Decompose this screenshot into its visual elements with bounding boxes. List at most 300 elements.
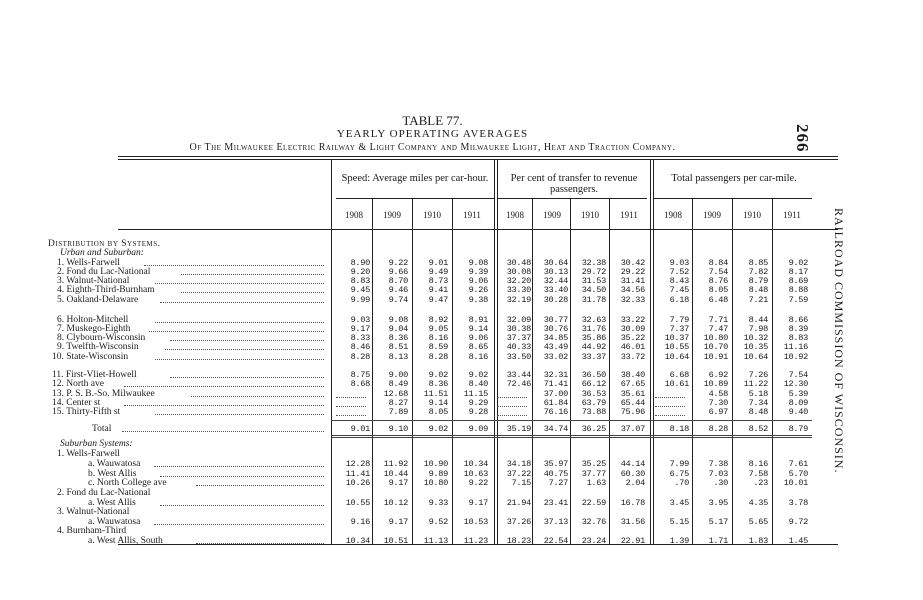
table-cell: 44.14 <box>620 459 645 469</box>
table-cell: 36.50 <box>581 370 606 380</box>
table-cell: 9.74 <box>388 295 408 305</box>
table-cell: 9.41 <box>428 285 448 295</box>
year-header: 1910 <box>423 210 441 220</box>
table-cell: 8.75 <box>350 370 370 380</box>
table-cell: 9.89 <box>428 469 448 479</box>
table-row-label: 2. Fond du Lac-National <box>57 267 151 277</box>
table-cell: 11.51 <box>423 389 448 399</box>
table-cell: 33.30 <box>506 285 531 295</box>
table-cell: 8.88 <box>788 285 808 295</box>
table-row-label: 1. Wells-Farwell <box>57 449 120 459</box>
table-cell: 8.84 <box>708 258 728 268</box>
table-cell: 9.39 <box>468 267 488 277</box>
group-header-transfer: Per cent of transfer to revenue passengers. <box>510 173 638 195</box>
table-cell: 8.79 <box>788 424 808 434</box>
leader-dots <box>160 302 324 303</box>
table-cell: 38.40 <box>620 370 645 380</box>
table-cell: 32.09 <box>506 315 531 325</box>
table-cell: 10.55 <box>664 342 689 352</box>
table-cell: 3.45 <box>669 498 689 508</box>
table-cell: 12.28 <box>345 459 370 469</box>
leader-dots <box>160 505 324 506</box>
table-cell: 8.27 <box>388 398 408 408</box>
table-cell: 22.54 <box>543 536 568 546</box>
table-row-label: 9. Twelfth-Wisconsin <box>57 342 139 352</box>
table-cell: 8.16 <box>468 352 488 362</box>
table-cell: 10.90 <box>423 459 448 469</box>
table-row-label: a. Wauwatosa <box>88 459 141 469</box>
col-rule <box>532 198 533 545</box>
table-cell: 7.59 <box>788 295 808 305</box>
table-cell: 33.22 <box>620 315 645 325</box>
col-rule <box>570 198 571 545</box>
table-cell <box>497 390 527 398</box>
table-cell: 8.16 <box>428 333 448 343</box>
table-cell: 73.88 <box>581 407 606 417</box>
table-cell: 21.94 <box>506 498 531 508</box>
table-cell: 7.37 <box>669 324 689 334</box>
table-cell: 34.85 <box>543 333 568 343</box>
table-cell: 9.00 <box>388 370 408 380</box>
table-cell: 11.15 <box>463 389 488 399</box>
table-cell: 8.79 <box>748 276 768 286</box>
table-cell: 9.20 <box>350 267 370 277</box>
table-cell: 7.27 <box>548 478 568 488</box>
table-cell: 5.70 <box>788 469 808 479</box>
table-cell: 9.01 <box>350 424 370 434</box>
side-running-head: RAILROAD COMMISSION OF WISCONSIN. <box>832 208 846 474</box>
table-cell: 9.46 <box>388 285 408 295</box>
table-cell: 35.22 <box>620 333 645 343</box>
table-cell <box>497 408 527 416</box>
table-cell: 7.30 <box>708 398 728 408</box>
table-cell: 31.41 <box>620 276 645 286</box>
table-cell: 30.28 <box>543 295 568 305</box>
table-cell: 9.52 <box>428 517 448 527</box>
table-row-label: a. West Allis, South <box>88 536 163 546</box>
table-cell: 7.15 <box>511 478 531 488</box>
page-number: 266 <box>793 124 812 153</box>
leader-dots <box>149 331 324 332</box>
year-header: 1908 <box>506 210 524 220</box>
table-cell: 9.22 <box>468 478 488 488</box>
table-cell: 9.04 <box>388 324 408 334</box>
table-cell: 33.72 <box>620 352 645 362</box>
table-cell: 8.40 <box>468 379 488 389</box>
col-rule <box>732 198 733 545</box>
table-row-label: 3. Walnut-National <box>57 276 130 286</box>
col-rule <box>692 198 693 545</box>
leader-dots <box>144 265 324 266</box>
table-cell: 7.89 <box>388 407 408 417</box>
table-cell: 35.86 <box>581 333 606 343</box>
table-cell: 3.78 <box>788 498 808 508</box>
table-cell: 33.50 <box>506 352 531 362</box>
table-cell: 33.37 <box>581 352 606 362</box>
table-cell: 40.33 <box>506 342 531 352</box>
table-cell: 5.65 <box>748 517 768 527</box>
leader-dots <box>170 377 324 378</box>
table-cell: 9.02 <box>468 370 488 380</box>
table-cell: 10.37 <box>664 333 689 343</box>
table-cell: 31.56 <box>620 517 645 527</box>
table-cell: 11.23 <box>463 536 488 546</box>
table-cell: 9.14 <box>468 324 488 334</box>
leader-dots <box>155 322 324 323</box>
table-number: TABLE 77. <box>402 113 463 128</box>
table-cell: 9.03 <box>669 258 689 268</box>
table-cell: 8.66 <box>788 315 808 325</box>
table-cell: 10.91 <box>703 352 728 362</box>
table-subtitle: Of The Milwaukee Electric Railway & Light Company and Milwaukee Light, Heat and Traction Company. <box>189 142 676 153</box>
leader-dots <box>124 386 324 387</box>
table-cell: 8.59 <box>428 342 448 352</box>
table-cell: 66.12 <box>581 379 606 389</box>
leader-dots <box>124 405 324 406</box>
table-cell: 30.76 <box>543 324 568 334</box>
table-cell: 9.02 <box>428 424 448 434</box>
table-cell: 8.39 <box>788 324 808 334</box>
table-cell: 35.19 <box>506 424 531 434</box>
table-cell: 8.28 <box>708 424 728 434</box>
year-header: 1908 <box>345 210 363 220</box>
table-cell: 9.99 <box>350 295 370 305</box>
table-cell: 9.38 <box>468 295 488 305</box>
table-cell: 29.72 <box>581 267 606 277</box>
table-cell: 9.47 <box>428 295 448 305</box>
table-cell: 65.44 <box>620 398 645 408</box>
table-cell: 46.01 <box>620 342 645 352</box>
table-cell: 8.17 <box>788 267 808 277</box>
table-cell: 9.10 <box>388 424 408 434</box>
table-cell: 7.99 <box>669 459 689 469</box>
table-cell: 44.92 <box>581 342 606 352</box>
table-cell: 9.03 <box>350 315 370 325</box>
table-cell: 8.90 <box>350 258 370 268</box>
year-header: 1909 <box>543 210 561 220</box>
leader-dots <box>181 292 324 293</box>
table-cell: 8.43 <box>669 276 689 286</box>
table-cell: 8.83 <box>350 276 370 286</box>
table-cell: 9.45 <box>350 285 370 295</box>
year-header: 1909 <box>383 210 401 220</box>
col-rule <box>772 198 773 545</box>
table-cell: 61.84 <box>543 398 568 408</box>
table-cell: 11.13 <box>423 536 448 546</box>
table-cell: 11.16 <box>783 342 808 352</box>
table-title: YEARLY OPERATING AVERAGES <box>336 128 529 140</box>
subsection-urban: Urban and Suburban: <box>60 248 144 258</box>
table-cell: 9.29 <box>468 398 488 408</box>
table-cell: 34.18 <box>506 459 531 469</box>
table-cell: 29.22 <box>620 267 645 277</box>
table-cell: 8.46 <box>350 342 370 352</box>
table-cell: 10.26 <box>345 478 370 488</box>
table-cell: 8.33 <box>350 333 370 343</box>
table-cell: 10.53 <box>463 517 488 527</box>
table-cell: 4.35 <box>748 498 768 508</box>
table-cell: .23 <box>753 478 768 488</box>
leader-dots <box>154 466 324 467</box>
table-cell: 43.49 <box>543 342 568 352</box>
leader-dots <box>160 476 324 477</box>
table-cell: 32.20 <box>506 276 531 286</box>
table-cell: 33.02 <box>543 352 568 362</box>
table-cell: 10.89 <box>703 379 728 389</box>
year-header: 1908 <box>664 210 682 220</box>
table-cell: 9.06 <box>468 333 488 343</box>
table-cell: 37.13 <box>543 517 568 527</box>
table-cell: 9.33 <box>428 498 448 508</box>
table-cell: 32.76 <box>581 517 606 527</box>
table-cell: 11.22 <box>743 379 768 389</box>
col-rule <box>609 198 610 545</box>
table-cell: 34.74 <box>543 424 568 434</box>
table-cell: 30.08 <box>506 267 531 277</box>
table-cell: 10.32 <box>743 333 768 343</box>
group-divider <box>650 160 651 545</box>
table-cell: 8.13 <box>388 352 408 362</box>
table-cell: 8.36 <box>428 379 448 389</box>
table-cell: 1.63 <box>586 478 606 488</box>
table-cell: 7.03 <box>708 469 728 479</box>
table-cell: 8.51 <box>388 342 408 352</box>
table-cell: 8.69 <box>788 276 808 286</box>
year-header: 1911 <box>620 210 638 220</box>
table-cell: 9.05 <box>428 324 448 334</box>
table-cell <box>336 390 366 398</box>
table-cell: 8.85 <box>748 258 768 268</box>
table-cell <box>497 399 527 407</box>
table-cell: 9.28 <box>468 407 488 417</box>
table-cell: 7.54 <box>788 370 808 380</box>
table-cell: 2.04 <box>625 478 645 488</box>
table-cell: 9.02 <box>428 370 448 380</box>
table-cell: 7.61 <box>788 459 808 469</box>
table-cell: 9.14 <box>428 398 448 408</box>
year-header: 1910 <box>581 210 599 220</box>
table-row-label: 14. Center st <box>52 398 101 408</box>
col-rule <box>412 198 413 545</box>
table-cell: 9.72 <box>788 517 808 527</box>
table-cell: 37.26 <box>506 517 531 527</box>
table-cell: 9.09 <box>468 424 488 434</box>
table-cell: 76.16 <box>543 407 568 417</box>
table-cell: 1.39 <box>669 536 689 546</box>
table-cell: 9.01 <box>428 258 448 268</box>
table-cell: 30.09 <box>620 324 645 334</box>
subsection-suburban: Suburban Systems: <box>60 439 133 449</box>
total-rule-lower <box>331 435 812 436</box>
table-cell: 30.42 <box>620 258 645 268</box>
leader-dots <box>155 414 324 415</box>
table-cell: 10.61 <box>664 379 689 389</box>
table-cell: 10.92 <box>783 352 808 362</box>
table-row-label: a. West Allis <box>88 498 136 508</box>
table-row-label: 12. North ave <box>52 379 104 389</box>
leader-dots <box>191 396 324 397</box>
table-cell: 10.34 <box>345 536 370 546</box>
table-cell: 4.58 <box>708 389 728 399</box>
table-cell <box>336 408 366 416</box>
table-row-label: b. West Allis <box>88 469 137 479</box>
table-cell: 8.49 <box>388 379 408 389</box>
table-cell: 36.25 <box>581 424 606 434</box>
table-row-label: 5. Oakland-Delaware <box>57 295 139 305</box>
table-cell: 33.40 <box>543 285 568 295</box>
table-cell: 10.35 <box>743 342 768 352</box>
table-cell: 9.22 <box>388 258 408 268</box>
table-row-label: 13. P. S. B.-So. Milwaukee <box>52 389 155 399</box>
total-rule-upper <box>331 420 812 421</box>
table-cell: 23.24 <box>581 536 606 546</box>
table-cell: 8.05 <box>428 407 448 417</box>
col-rule <box>452 198 453 545</box>
table-cell: 8.05 <box>708 285 728 295</box>
table-cell: 23.41 <box>543 498 568 508</box>
table-cell: 60.30 <box>620 469 645 479</box>
table-cell: 12.68 <box>383 389 408 399</box>
table-cell: 37.77 <box>581 469 606 479</box>
table-cell: 10.64 <box>743 352 768 362</box>
table-cell: 31.76 <box>581 324 606 334</box>
table-cell: 5.18 <box>748 389 768 399</box>
table-cell <box>655 390 685 398</box>
table-cell: 10.80 <box>703 333 728 343</box>
year-header: 1911 <box>783 210 801 220</box>
table-cell: 31.53 <box>581 276 606 286</box>
table-cell: 35.97 <box>543 459 568 469</box>
table-cell: 8.28 <box>350 352 370 362</box>
table-cell: 40.75 <box>543 469 568 479</box>
leader-dots <box>155 283 324 284</box>
table-cell: 10.64 <box>664 352 689 362</box>
table-cell: 7.21 <box>748 295 768 305</box>
table-row-label: 6. Holton-Mitchell <box>57 315 129 325</box>
table-cell: 30.38 <box>506 324 531 334</box>
table-cell: 10.70 <box>703 342 728 352</box>
table-cell: 22.59 <box>581 498 606 508</box>
year-header: 1910 <box>743 210 761 220</box>
table-cell: 37.00 <box>543 389 568 399</box>
table-cell <box>655 408 685 416</box>
table-cell: 8.44 <box>748 315 768 325</box>
table-cell: 32.44 <box>543 276 568 286</box>
table-cell: 7.79 <box>669 315 689 325</box>
table-cell: 7.58 <box>748 469 768 479</box>
table-cell: 7.54 <box>708 267 728 277</box>
leader-dots <box>181 274 324 275</box>
table-cell: 30.64 <box>543 258 568 268</box>
table-cell: 5.17 <box>708 517 728 527</box>
table-cell: 8.48 <box>748 285 768 295</box>
table-row-label: c. North College ave <box>88 478 167 488</box>
table-cell: 67.65 <box>620 379 645 389</box>
table-row-label: 4. Eighth-Third-Burnham <box>57 285 155 295</box>
table-cell: 36.53 <box>581 389 606 399</box>
table-cell: 30.48 <box>506 258 531 268</box>
table-cell: .70 <box>674 478 689 488</box>
table-cell: 32.33 <box>620 295 645 305</box>
table-cell: 10.34 <box>463 459 488 469</box>
leader-dots <box>122 431 324 432</box>
table-cell: 8.52 <box>748 424 768 434</box>
table-cell: 9.49 <box>428 267 448 277</box>
table-cell: 1.83 <box>748 536 768 546</box>
leader-dots <box>196 543 324 544</box>
table-cell: 32.38 <box>581 258 606 268</box>
table-row-label: a. Wauwatosa <box>88 517 141 527</box>
table-cell: 9.08 <box>388 315 408 325</box>
table-cell: 10.44 <box>383 469 408 479</box>
table-cell: 8.73 <box>428 276 448 286</box>
table-cell <box>336 399 366 407</box>
table-cell: 18.23 <box>506 536 531 546</box>
table-cell: 1.45 <box>788 536 808 546</box>
table-cell: 7.82 <box>748 267 768 277</box>
leader-dots <box>196 485 324 486</box>
table-cell: 8.83 <box>788 333 808 343</box>
table-row-label: 8. Clybourn-Wisconsin <box>57 333 146 343</box>
table-cell: 7.52 <box>669 267 689 277</box>
table-cell: 32.63 <box>581 315 606 325</box>
leader-dots <box>165 349 324 350</box>
table-cell: 6.18 <box>669 295 689 305</box>
leader-dots <box>154 524 324 525</box>
col-rule-label <box>331 160 332 545</box>
table-cell: 7.45 <box>669 285 689 295</box>
table-cell: 71.41 <box>543 379 568 389</box>
table-cell: 7.71 <box>708 315 728 325</box>
table-row-label: 1. Wells-Farwell <box>57 258 120 268</box>
table-cell: 6.48 <box>708 295 728 305</box>
table-cell: 9.66 <box>388 267 408 277</box>
table-cell: 8.91 <box>468 315 488 325</box>
table-cell: 33.44 <box>506 370 531 380</box>
table-cell: 10.63 <box>463 469 488 479</box>
table-cell: 6.75 <box>669 469 689 479</box>
table-cell: 7.34 <box>748 398 768 408</box>
table-cell: 30.13 <box>543 267 568 277</box>
table-cell: 11.41 <box>345 469 370 479</box>
table-cell: 22.91 <box>620 536 645 546</box>
table-cell: 8.65 <box>468 342 488 352</box>
year-header: 1909 <box>703 210 721 220</box>
table-cell: 10.51 <box>383 536 408 546</box>
leader-dots <box>155 359 324 360</box>
table-cell: 9.08 <box>468 258 488 268</box>
table-cell: 75.96 <box>620 407 645 417</box>
total-row-label: Total <box>92 424 112 434</box>
table-cell: 8.92 <box>428 315 448 325</box>
table-row-label: 3. Walnut-National <box>57 507 130 517</box>
table-cell: 10.55 <box>345 498 370 508</box>
table-row-label: 11. First-Vliet-Howell <box>52 370 137 380</box>
table-cell: 1.71 <box>708 536 728 546</box>
table-cell: 10.80 <box>423 478 448 488</box>
table-cell: 9.02 <box>788 258 808 268</box>
table-cell: 63.79 <box>581 398 606 408</box>
table-row-label: 7. Muskego-Eighth <box>57 324 131 334</box>
table-cell: 8.76 <box>708 276 728 286</box>
table-cell: 9.40 <box>788 407 808 417</box>
table-cell: 30.77 <box>543 315 568 325</box>
table-cell: 7.38 <box>708 459 728 469</box>
table-cell: 8.18 <box>669 424 689 434</box>
table-cell: 10.01 <box>783 478 808 488</box>
table-cell: 32.19 <box>506 295 531 305</box>
table-cell: 5.39 <box>788 389 808 399</box>
